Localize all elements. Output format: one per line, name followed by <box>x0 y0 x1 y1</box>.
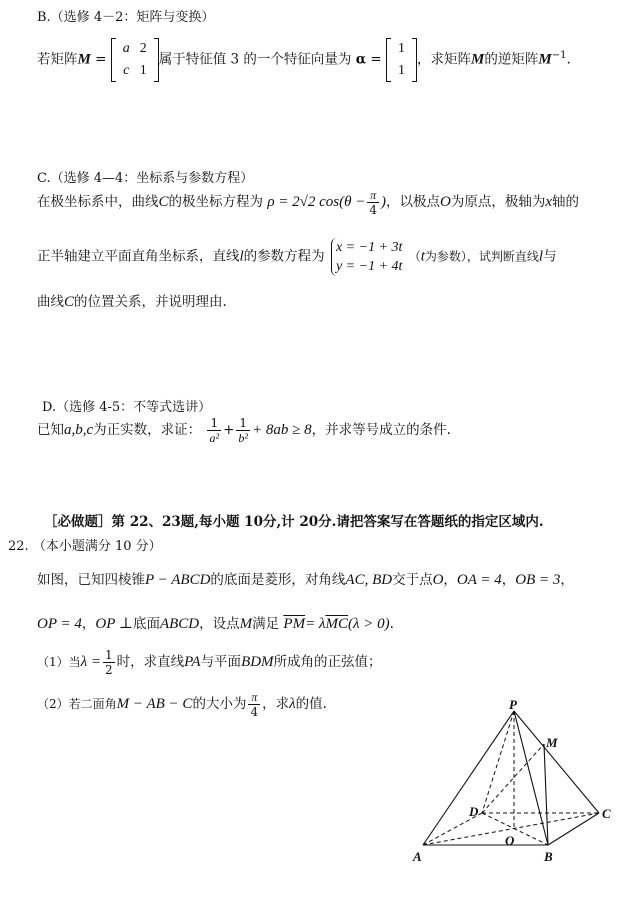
label-c: C <box>602 806 611 821</box>
label-p: P <box>509 697 517 712</box>
text: ， <box>501 572 516 588</box>
vector-cell: 1 <box>398 41 406 56</box>
text: . <box>566 51 571 68</box>
text: ，并求等号成立的条件. <box>311 422 451 438</box>
text: 底面 <box>132 616 160 632</box>
text: ，设点 <box>199 616 240 632</box>
text: ， <box>443 572 457 588</box>
inverse-matrix-symbol: M <box>538 51 552 68</box>
text: 曲线 <box>37 294 64 310</box>
matrix-symbol: M <box>471 51 485 68</box>
point-m: M <box>239 616 253 632</box>
variables: a,b,c <box>64 422 94 438</box>
text: （ <box>408 249 421 264</box>
polar-equation: ρ = 2√2 cos(θ − <box>267 194 366 210</box>
text: 的参数方程为 <box>243 248 325 265</box>
text: 已知 <box>37 422 64 438</box>
inverse-exponent: −1 <box>551 50 567 61</box>
denominator: 4 <box>250 705 259 719</box>
problem-c-line-1 <box>37 188 579 217</box>
diagonals: AC, BD <box>345 572 393 588</box>
equals: = <box>95 51 107 68</box>
text: ，以极点 <box>386 194 440 210</box>
text: 的底面是菱形，对角线 <box>210 572 346 588</box>
problem-c-line-3 <box>37 290 227 311</box>
eigenvector <box>386 38 417 82</box>
text: ， <box>560 572 574 588</box>
line-symbol: l <box>239 248 244 265</box>
text: 交于点 <box>392 572 433 588</box>
line-pa: PA <box>184 654 201 670</box>
problem-number: 22. <box>8 539 29 554</box>
problem-22-part-1 <box>37 648 382 677</box>
perpendicular: OP ⊥ <box>95 616 133 632</box>
text: 正半轴建立平面直角坐标系，直线 <box>37 248 240 265</box>
text: 为参数），试判断直线 <box>424 249 539 264</box>
text: 的大小为 <box>192 696 247 712</box>
pyramid: P − ABCD <box>145 572 211 588</box>
problem-22-line-1 <box>37 568 574 589</box>
curve-symbol: C <box>64 294 75 310</box>
inequality: + 8ab ≥ 8 <box>252 422 312 438</box>
plane-bdm: BDM <box>241 654 274 670</box>
denominator: b² <box>238 431 248 445</box>
segment-dm <box>482 744 544 813</box>
problem-b-heading: B.（选修 4－2：矩阵与变换） <box>37 10 215 25</box>
matrix-cell: 1 <box>139 63 147 78</box>
fraction <box>236 416 250 445</box>
text: 在极坐标系中，曲线 <box>37 194 159 210</box>
line-symbol: l <box>538 248 544 265</box>
numerator: 1 <box>239 416 248 430</box>
text: 与 <box>543 248 557 265</box>
equals-lambda: = λ <box>305 616 326 632</box>
equation-x: x = −1 + 3t <box>335 240 403 255</box>
problem-22-header <box>8 535 162 554</box>
curve-symbol: C <box>158 194 169 210</box>
label-d: D <box>469 804 479 819</box>
required-note: ［必做题］第 22、23题,每小题 10分,计 20分.请把答案写在答题纸的指定区域内. <box>44 514 544 530</box>
points: （本小题满分 10 分） <box>32 539 162 554</box>
label-b: B <box>544 849 553 864</box>
text: 的极坐标方程为 <box>168 194 264 210</box>
edge-pa <box>423 711 514 845</box>
edge-bc <box>548 813 599 845</box>
problem-d-statement <box>37 416 451 445</box>
text: 如图，已知四棱锥 <box>37 572 145 588</box>
matrix <box>111 38 159 82</box>
denominator: 2 <box>105 663 113 677</box>
op-length: OP = 4 <box>37 616 82 632</box>
text: （1）当 <box>37 655 81 669</box>
base: ABCD <box>159 616 200 632</box>
vector-cell: 1 <box>398 63 406 78</box>
ob-length: OB = 3 <box>515 572 561 588</box>
matrix-cell: a <box>122 41 130 56</box>
denominator: a² <box>209 431 220 445</box>
vector-mc: $\overline{MC}$ <box>325 616 348 632</box>
text: 的位置关系，并说明理由. <box>74 294 227 310</box>
numerator: π <box>370 188 377 202</box>
problem-c-heading: C.（选修 4—4：坐标系与参数方程） <box>37 171 254 186</box>
parametric-system <box>331 238 402 276</box>
text: 所成角的正弦值； <box>273 654 382 670</box>
edge-pd <box>482 711 514 813</box>
matrix-cell: c <box>123 63 130 78</box>
diagonal-bd <box>482 813 548 845</box>
text: ，求矩阵 <box>417 51 472 68</box>
lambda: λ <box>289 696 296 712</box>
problem-b-statement <box>37 38 571 82</box>
text: 轴的 <box>552 194 580 210</box>
text: ， <box>81 616 96 632</box>
fraction <box>103 648 115 677</box>
problem-c-line-2 <box>37 238 557 276</box>
point-o: O <box>432 572 444 588</box>
problem-22-part-2 <box>37 690 327 719</box>
fraction <box>367 188 379 217</box>
numerator: 1 <box>210 416 219 430</box>
text: ，求 <box>262 696 290 712</box>
label-a: A <box>413 849 422 864</box>
matrix-symbol: M <box>77 51 91 68</box>
dihedral: M − AB − C <box>116 696 193 712</box>
condition: (λ > 0) <box>347 616 390 632</box>
equation-y: y = −1 + 4t <box>335 259 403 274</box>
label-m: M <box>546 735 558 750</box>
pole-symbol: O <box>440 194 451 210</box>
lambda-eq: λ = <box>80 654 102 670</box>
fraction <box>207 416 221 445</box>
label-o: O <box>505 833 515 848</box>
text: 的逆矩阵 <box>484 51 539 68</box>
vector-pm: $\overline{PM}$ <box>283 616 306 632</box>
t-symbol: t <box>420 248 425 265</box>
paren: ) <box>381 194 386 210</box>
text: 时，求直线 <box>116 654 185 670</box>
problem-d-heading: D.（选修 4-5：不等式选讲） <box>42 400 212 415</box>
text: . <box>389 616 394 632</box>
text: 为原点，极轴为 <box>450 194 546 210</box>
text: 的值. <box>295 696 327 712</box>
x-symbol: x <box>545 194 553 210</box>
oa-length: OA = 4 <box>456 572 502 588</box>
equals: = <box>370 51 382 68</box>
text: 满足 <box>252 616 280 632</box>
matrix-cell: 2 <box>139 41 147 56</box>
numerator: 1 <box>105 648 113 662</box>
alpha-symbol: α <box>355 51 367 68</box>
text: 若矩阵 <box>37 51 78 68</box>
denominator: 4 <box>369 203 377 217</box>
pyramid-figure <box>405 695 620 870</box>
text: （2）若二面角 <box>37 697 117 711</box>
problem-22-line-2 <box>37 612 394 633</box>
text: 为正实数，求证： <box>93 422 202 438</box>
plus: + <box>223 422 235 438</box>
numerator: π <box>251 690 258 704</box>
text: 与平面 <box>200 654 242 670</box>
text: 属于特征值 3 的一个特征向量为 <box>158 51 352 68</box>
fraction <box>248 690 260 719</box>
